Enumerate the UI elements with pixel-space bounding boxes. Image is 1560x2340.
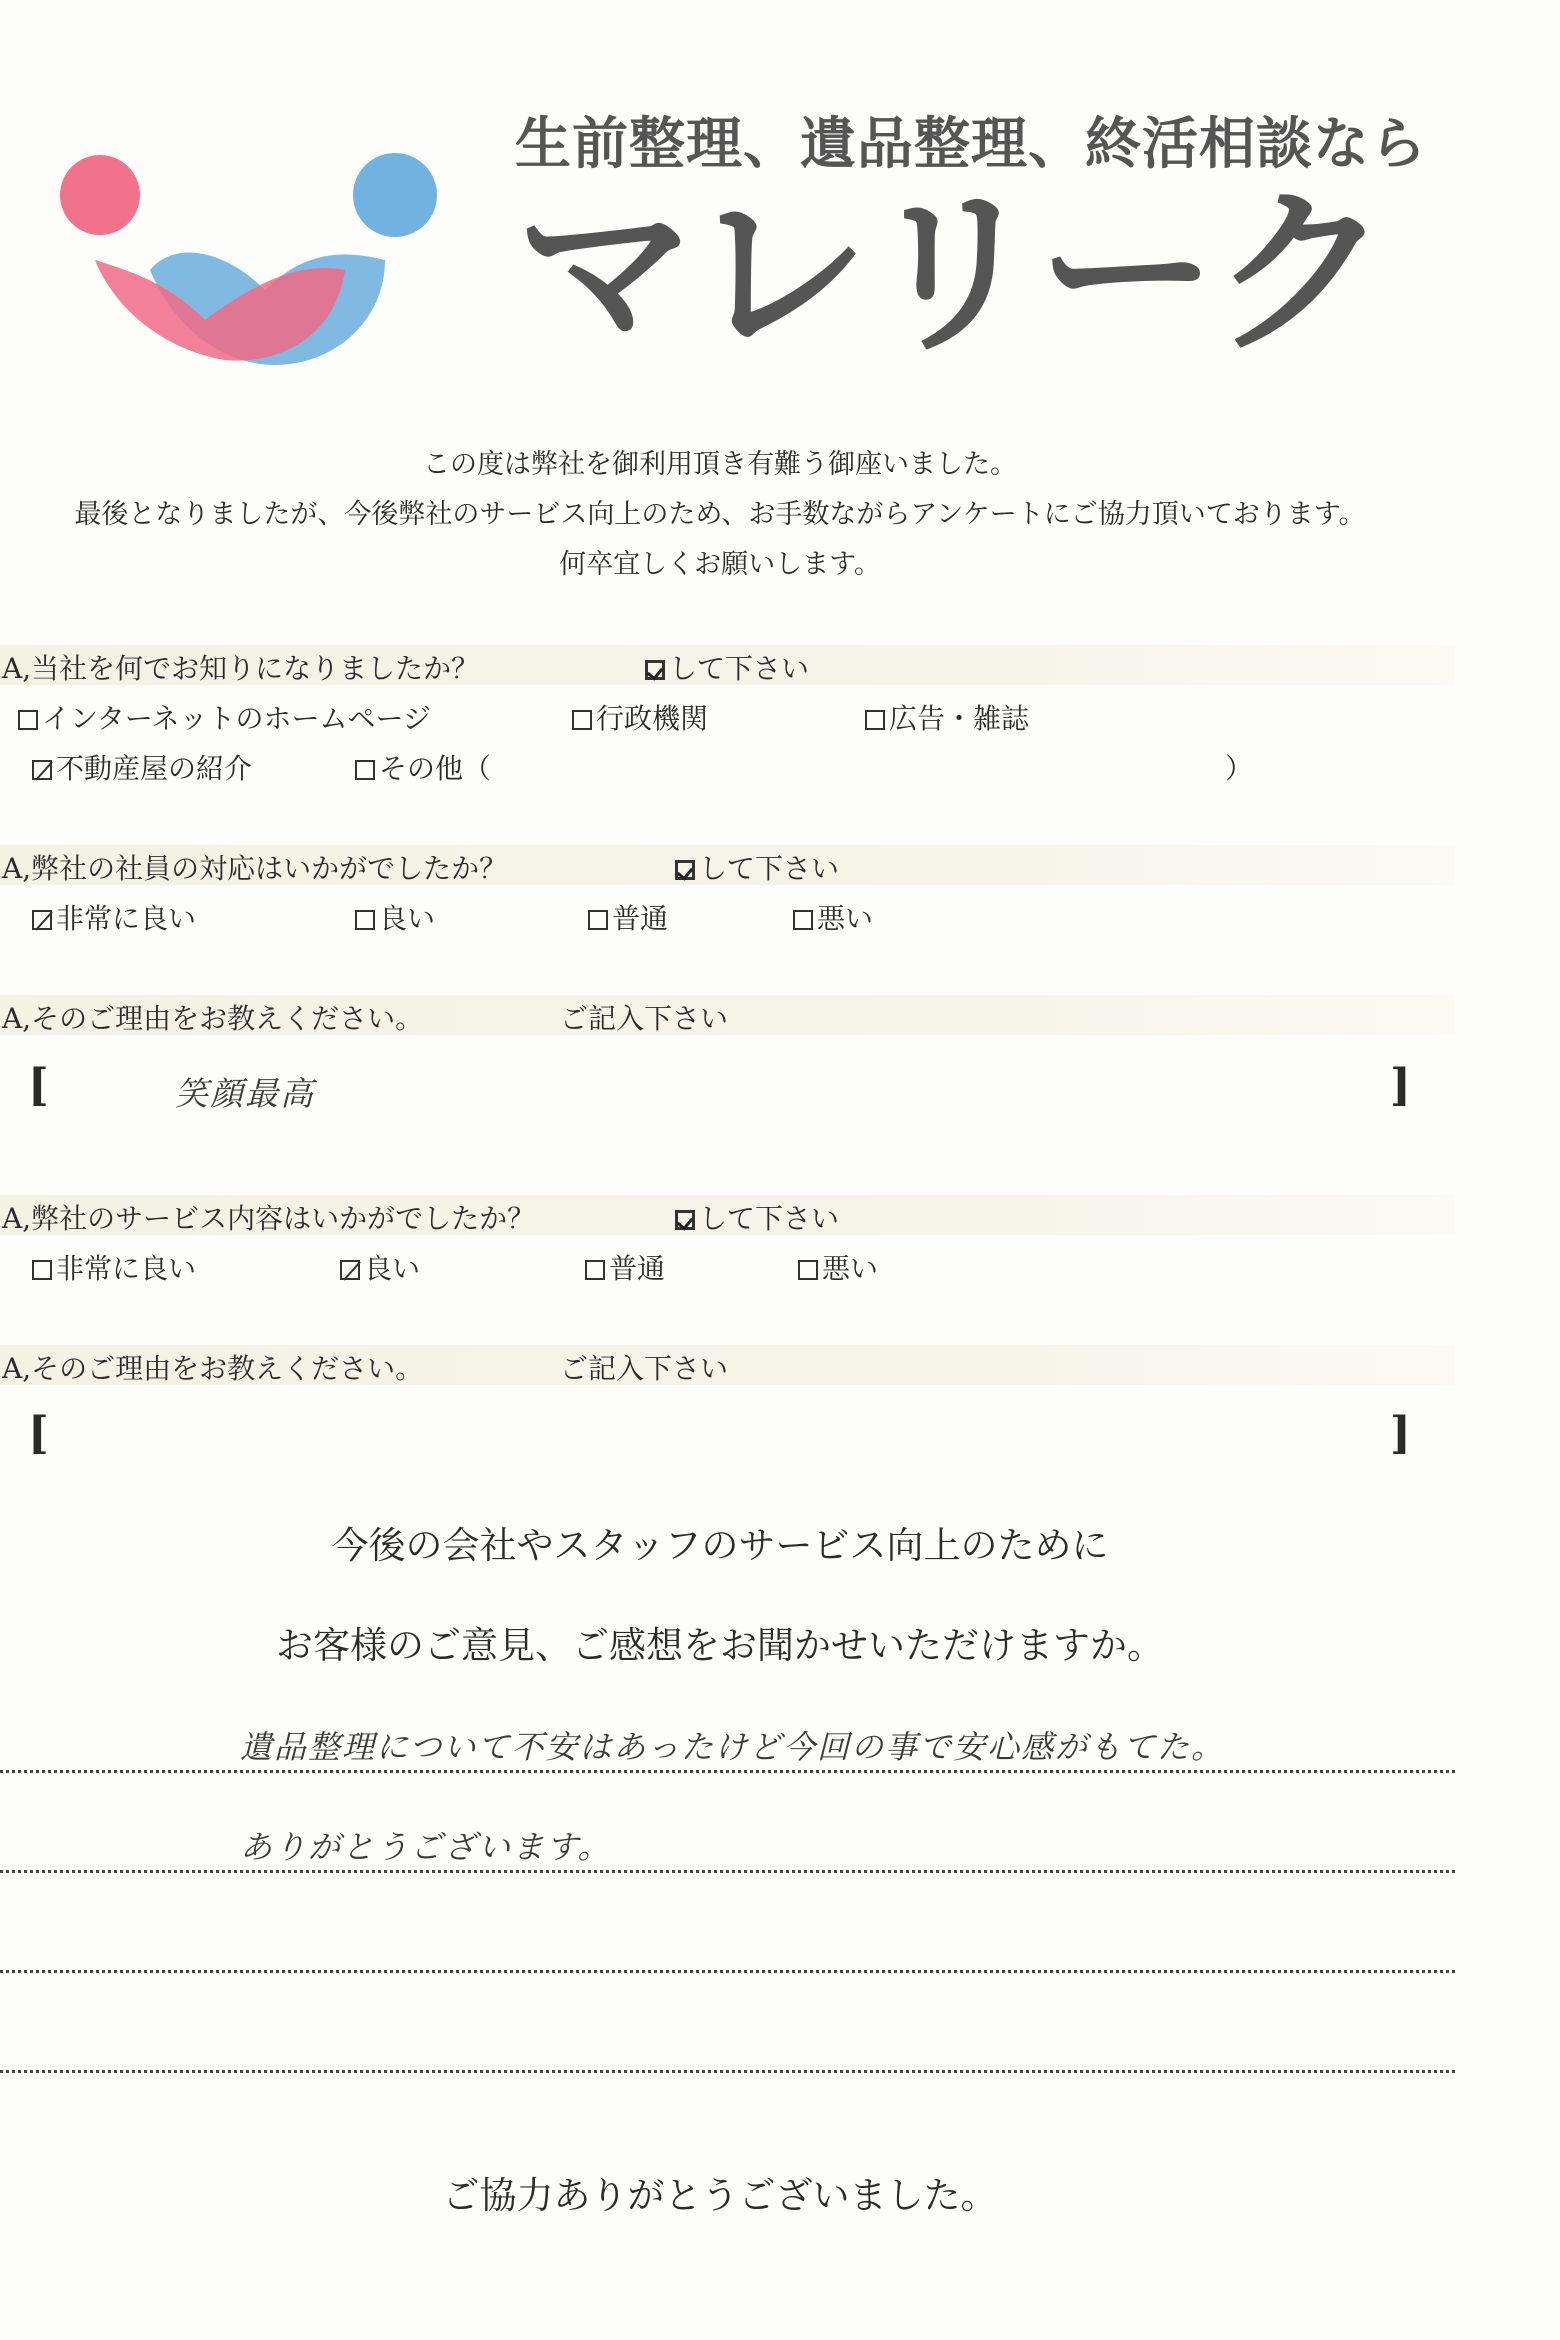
checkbox-icon[interactable] xyxy=(588,910,608,930)
question-5-hint: ご記入下さい xyxy=(560,1352,729,1385)
q4-option-bad[interactable]: 悪い xyxy=(798,1247,878,1287)
answer-5-close-bracket: ] xyxy=(1390,1408,1411,1459)
q1-option-realestate[interactable]: 不動産屋の紹介 xyxy=(32,747,252,787)
question-3: A,そのご理由をお教えください。 xyxy=(2,1002,424,1035)
feedback-line-1-text[interactable]: 遺品整理について不安はあったけど今回の事で安心感がもてた。 xyxy=(240,1728,1226,1766)
intro-text xyxy=(0,440,1440,590)
answer-3-text[interactable]: 笑顔最高 xyxy=(175,1074,315,1113)
answer-3-open-bracket: [ xyxy=(28,1060,49,1111)
q2-option-good[interactable]: 良い xyxy=(355,897,435,937)
checkbox-icon[interactable] xyxy=(572,710,592,730)
q1-option-government[interactable]: 行政機関 xyxy=(572,697,708,737)
check-sample-icon xyxy=(675,1210,695,1230)
q1-other-close: ） xyxy=(1225,752,1254,785)
question-2: A,弊社の社員の対応はいかがでしたか？ xyxy=(2,852,508,885)
q1-option-other[interactable]: その他（ xyxy=(355,747,491,787)
question-5: A,そのご理由をお教えください。 xyxy=(2,1352,424,1385)
q1-option-internet[interactable]: インターネットのホームページ xyxy=(18,697,431,737)
logo-blue-dot xyxy=(353,153,437,237)
checkbox-checked-icon[interactable] xyxy=(32,760,52,780)
checkbox-icon[interactable] xyxy=(798,1260,818,1280)
checkbox-icon[interactable] xyxy=(18,710,38,730)
answer-3-close-bracket: ] xyxy=(1390,1060,1411,1111)
tagline: 生前整理、遺品整理、終活相談なら xyxy=(515,112,1427,177)
feedback-line-2-text[interactable]: ありがとうございます。 xyxy=(240,1828,612,1866)
closing-thanks: ご協力ありがとうございました。 xyxy=(442,2174,998,2217)
checkbox-icon[interactable] xyxy=(585,1260,605,1280)
feedback-line-3 xyxy=(0,1970,1455,1973)
intro-line-1: この度は弊社を御利用頂き有難う御座いました。 xyxy=(423,449,1017,480)
question-2-hint: して下さい xyxy=(675,847,839,887)
feedback-prompt-1: 今後の会社やスタッフのサービス向上のために xyxy=(331,1524,1109,1567)
question-1: A,当社を何でお知りになりましたか？ xyxy=(2,652,480,685)
checkbox-icon[interactable] xyxy=(865,710,885,730)
feedback-prompt-2: お客様のご意見、ご感想をお聞かせいただけますか。 xyxy=(276,1624,1164,1667)
q4-option-good[interactable]: 良い xyxy=(340,1247,420,1287)
checkbox-icon[interactable] xyxy=(32,1260,52,1280)
check-sample-icon xyxy=(675,860,695,880)
check-sample-icon xyxy=(645,660,665,680)
question-4: A,弊社のサービス内容はいかがでしたか？ xyxy=(2,1202,536,1235)
checkbox-checked-icon[interactable] xyxy=(340,1260,360,1280)
brand-name: マレリーク xyxy=(515,170,1386,379)
intro-line-3: 何卒宜しくお願いします。 xyxy=(559,549,881,580)
question-4-hint: して下さい xyxy=(675,1197,839,1237)
q2-option-bad[interactable]: 悪い xyxy=(793,897,873,937)
feedback-line-2 xyxy=(0,1870,1455,1873)
checkbox-checked-icon[interactable] xyxy=(32,910,52,930)
logo-pink-dot xyxy=(60,155,140,235)
q4-option-very-good[interactable]: 非常に良い xyxy=(32,1247,196,1287)
feedback-line-1 xyxy=(0,1770,1455,1773)
q2-option-very-good[interactable]: 非常に良い xyxy=(32,897,196,937)
question-3-hint: ご記入下さい xyxy=(560,1002,729,1035)
logo-mark xyxy=(55,150,455,380)
checkbox-icon[interactable] xyxy=(355,910,375,930)
answer-5-open-bracket: [ xyxy=(28,1408,49,1459)
feedback-line-4 xyxy=(0,2070,1455,2073)
q2-option-average[interactable]: 普通 xyxy=(588,897,668,937)
checkbox-icon[interactable] xyxy=(793,910,813,930)
checkbox-icon[interactable] xyxy=(355,760,375,780)
question-1-hint: して下さい xyxy=(645,647,809,687)
q1-option-advertising[interactable]: 広告・雑誌 xyxy=(865,697,1029,737)
intro-line-2: 最後となりましたが、今後弊社のサービス向上のため、お手数ながらアンケートにご協力頂いております。 xyxy=(74,499,1366,530)
q4-option-average[interactable]: 普通 xyxy=(585,1247,665,1287)
